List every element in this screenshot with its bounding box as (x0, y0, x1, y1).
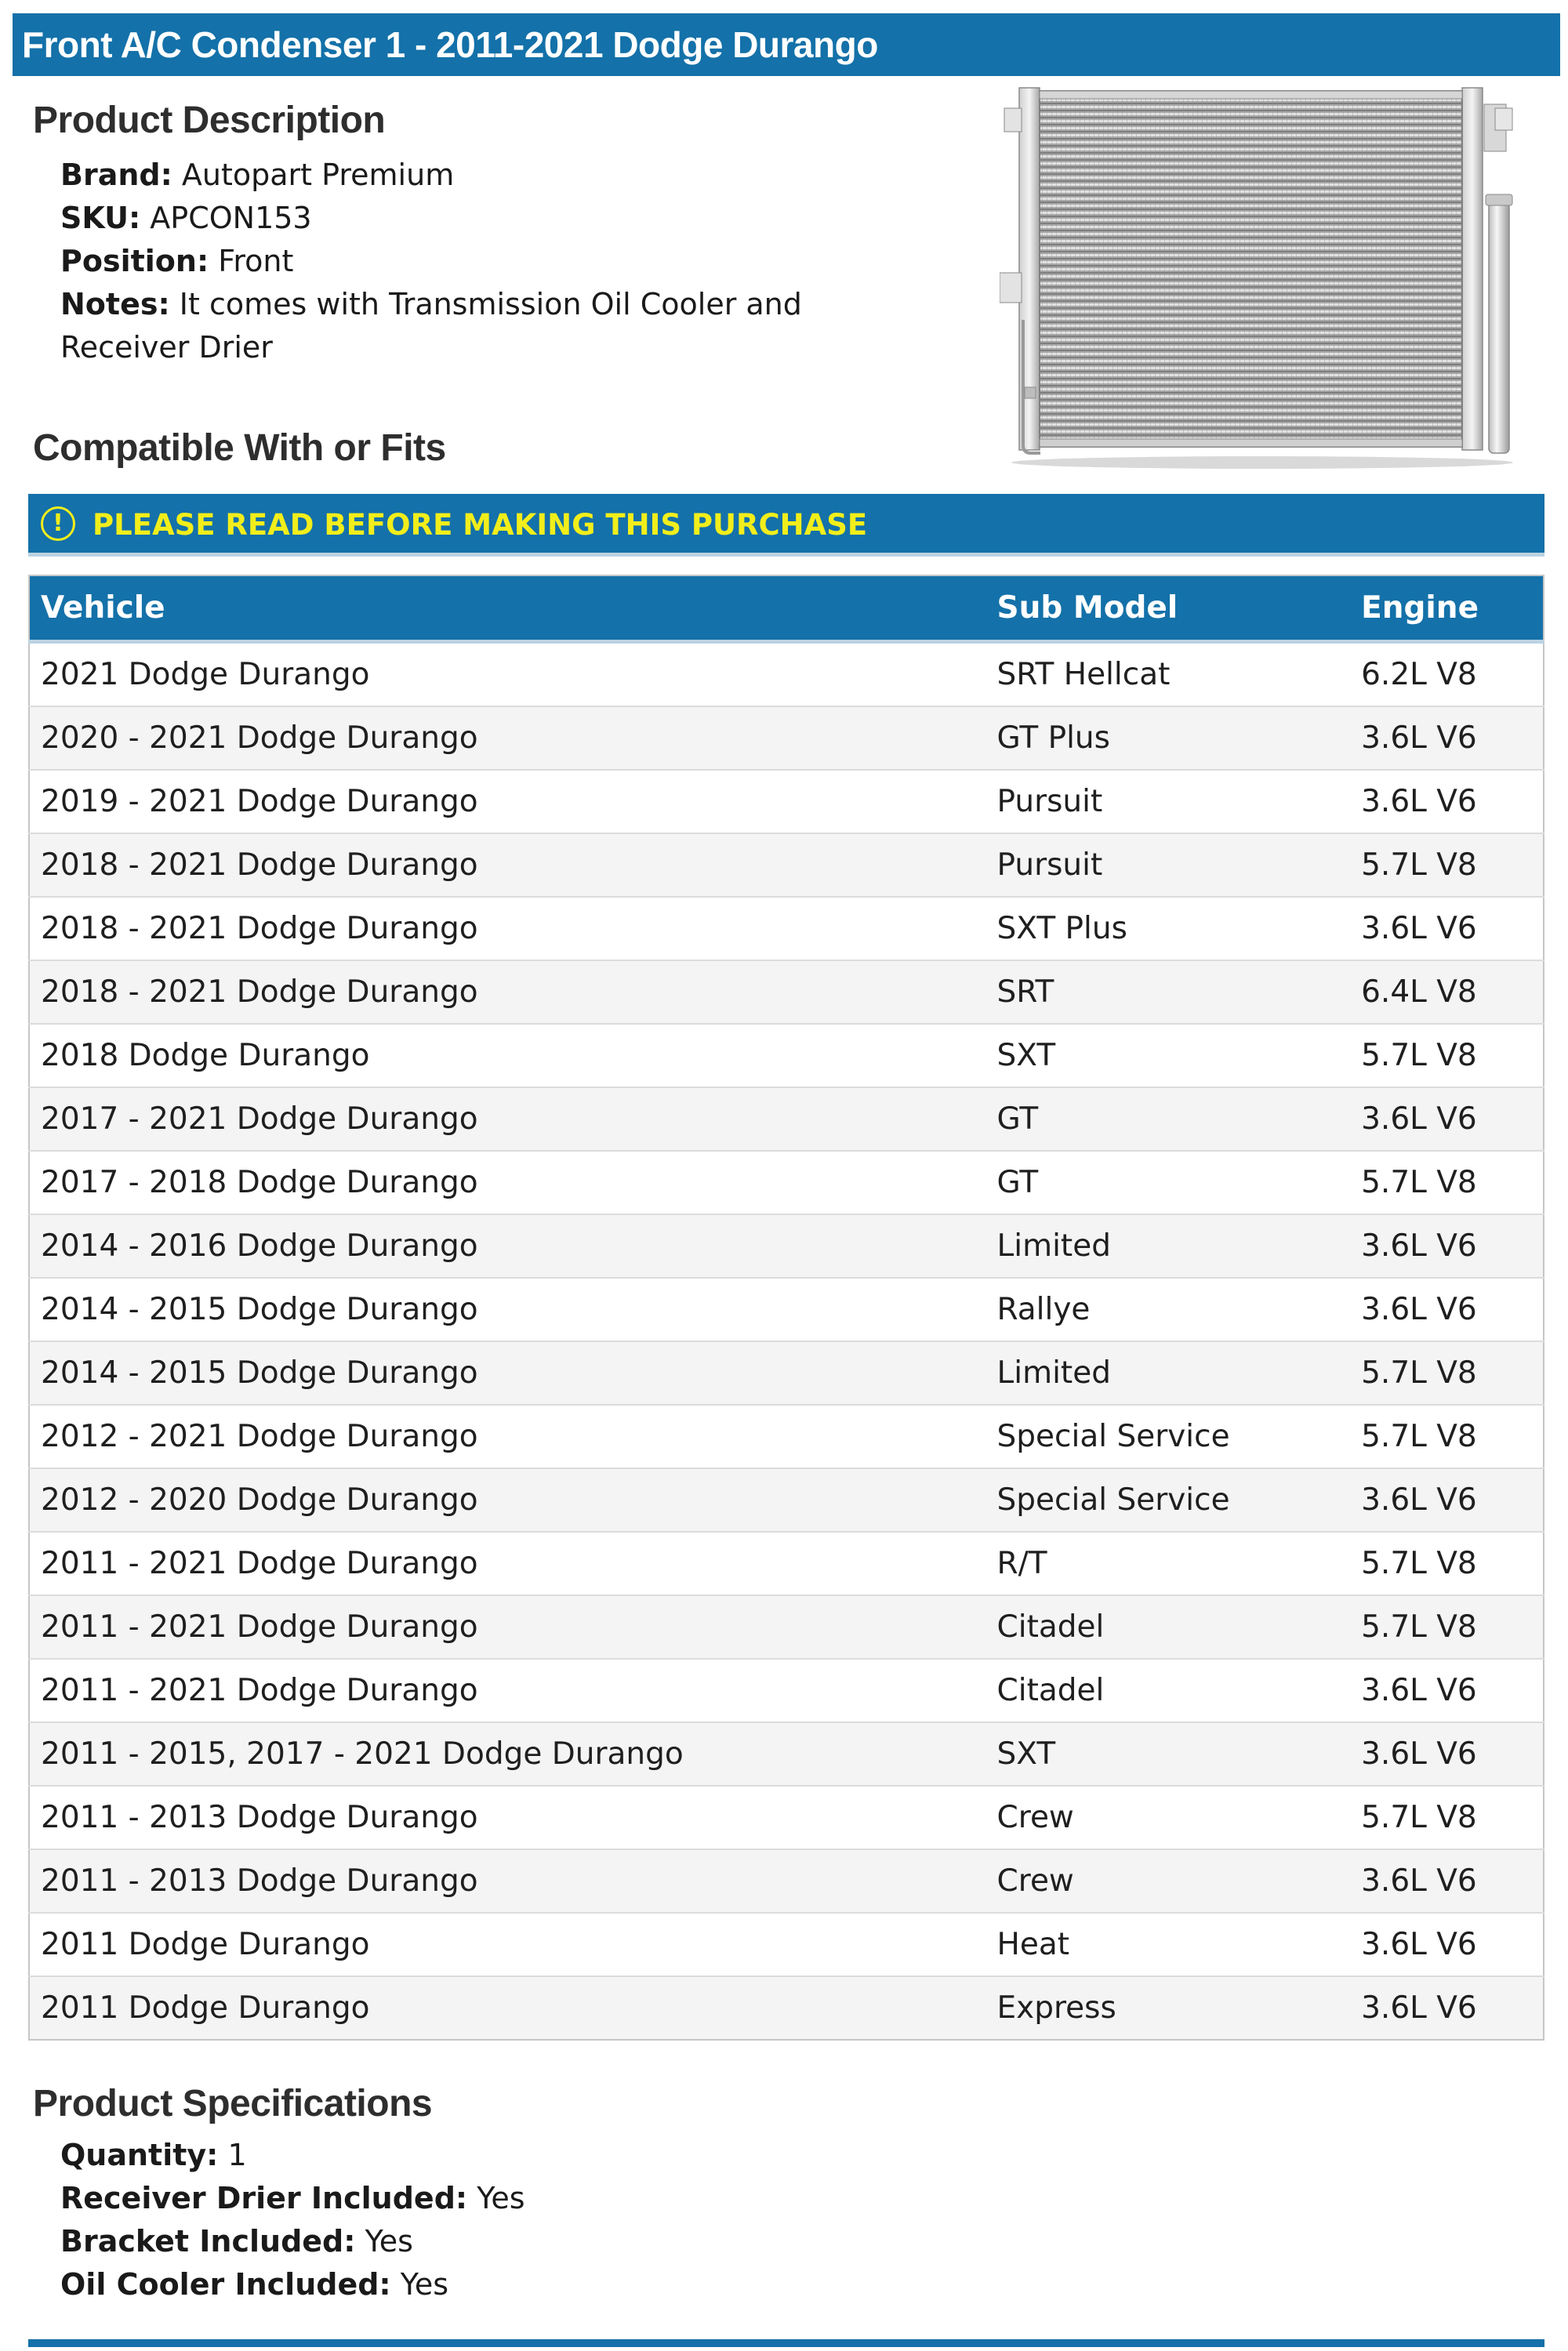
product-description-heading: Product Description (33, 100, 386, 141)
table-row (29, 1087, 1544, 1151)
table-row (29, 1468, 1544, 1532)
table-row (29, 1151, 1544, 1214)
sub-model-cell: Rallye (986, 1278, 1351, 1341)
product-description-list (60, 154, 938, 369)
oil-cooler-value: Yes (400, 2267, 449, 2302)
table-row (29, 1405, 1544, 1468)
position-value: Front (218, 244, 294, 278)
sub-model-cell: SRT (986, 960, 1351, 1024)
sub-model-cell: GT (986, 1151, 1351, 1214)
vehicle-cell: 2017 - 2021 Dodge Durango (29, 1087, 986, 1151)
sku-label: SKU: (60, 201, 141, 235)
sub-model-cell: Citadel (986, 1659, 1351, 1722)
table-row (29, 1659, 1544, 1722)
engine-cell: 3.6L V6 (1350, 1278, 1544, 1341)
table-row (29, 770, 1544, 833)
oil-cooler-row (60, 2263, 938, 2306)
engine-cell: 5.7L V8 (1350, 1024, 1544, 1087)
column-header-vehicle: Vehicle (29, 575, 986, 642)
sub-model-cell: Limited (986, 1214, 1351, 1278)
sub-model-cell: R/T (986, 1532, 1351, 1595)
sub-model-cell: Express (986, 1976, 1351, 2040)
engine-cell: 3.6L V6 (1350, 1849, 1544, 1913)
engine-cell: 3.6L V6 (1350, 1214, 1544, 1278)
product-specifications-heading: Product Specifications (33, 2083, 433, 2124)
ac-condenser-image (1000, 85, 1525, 469)
notes-row (60, 283, 938, 369)
table-row (29, 1341, 1544, 1405)
sub-model-cell: Special Service (986, 1405, 1351, 1468)
sub-model-cell: Crew (986, 1849, 1351, 1913)
bracket-label: Bracket Included: (60, 2224, 356, 2258)
vehicle-cell: 2014 - 2015 Dodge Durango (29, 1278, 986, 1341)
column-header-sub-model: Sub Model (986, 575, 1351, 642)
engine-cell: 3.6L V6 (1350, 1659, 1544, 1722)
table-row (29, 1024, 1544, 1087)
receiver-drier-row (60, 2177, 938, 2220)
vehicle-cell: 2019 - 2021 Dodge Durango (29, 770, 986, 833)
sub-model-cell: Crew (986, 1786, 1351, 1849)
vehicle-cell: 2014 - 2016 Dodge Durango (29, 1214, 986, 1278)
sub-model-cell: GT (986, 1087, 1351, 1151)
table-row (29, 1214, 1544, 1278)
table-row (29, 897, 1544, 960)
product-specifications-list (60, 2134, 938, 2306)
table-row (29, 1722, 1544, 1786)
receiver-drier-label: Receiver Drier Included: (60, 2181, 468, 2215)
vehicle-cell: 2014 - 2015 Dodge Durango (29, 1341, 986, 1405)
table-row (29, 960, 1544, 1024)
engine-cell: 3.6L V6 (1350, 1976, 1544, 2040)
engine-cell: 3.6L V6 (1350, 1087, 1544, 1151)
vehicle-cell: 2020 - 2021 Dodge Durango (29, 706, 986, 770)
engine-cell: 5.7L V8 (1350, 833, 1544, 897)
table-row (29, 1532, 1544, 1595)
engine-cell: 5.7L V8 (1350, 1595, 1544, 1659)
table-row (29, 1595, 1544, 1659)
vehicle-cell: 2011 - 2021 Dodge Durango (29, 1659, 986, 1722)
position-row (60, 240, 938, 283)
sub-model-cell: SRT Hellcat (986, 642, 1351, 707)
purchase-notice-text: PLEASE READ BEFORE MAKING THIS PURCHASE (93, 508, 868, 542)
table-row (29, 642, 1544, 707)
brand-row (60, 154, 938, 197)
notes-value: It comes with Transmission Oil Cooler and Receiver Drier (60, 287, 802, 365)
position-label: Position: (60, 244, 209, 278)
sub-model-cell: SXT (986, 1722, 1351, 1786)
bracket-value: Yes (365, 2224, 413, 2258)
vehicle-cell: 2018 Dodge Durango (29, 1024, 986, 1087)
table-row (29, 1913, 1544, 1976)
vehicle-cell: 2011 - 2021 Dodge Durango (29, 1532, 986, 1595)
exclamation-circle-icon: ! (41, 506, 75, 541)
quantity-row (60, 2134, 938, 2177)
bracket-row (60, 2220, 938, 2263)
column-header-engine: Engine (1350, 575, 1544, 642)
vehicle-cell: 2011 - 2013 Dodge Durango (29, 1849, 986, 1913)
vehicle-cell: 2018 - 2021 Dodge Durango (29, 897, 986, 960)
engine-cell: 3.6L V6 (1350, 1468, 1544, 1532)
vehicle-cell: 2011 Dodge Durango (29, 1913, 986, 1976)
vehicle-cell: 2012 - 2021 Dodge Durango (29, 1405, 986, 1468)
oil-cooler-label: Oil Cooler Included: (60, 2267, 391, 2302)
engine-cell: 3.6L V6 (1350, 706, 1544, 770)
sub-model-cell: Limited (986, 1341, 1351, 1405)
sub-model-cell: Pursuit (986, 770, 1351, 833)
quantity-label: Quantity: (60, 2138, 219, 2172)
vehicle-cell: 2011 - 2013 Dodge Durango (29, 1786, 986, 1849)
footer-divider (28, 2339, 1544, 2347)
vehicle-cell: 2011 - 2021 Dodge Durango (29, 1595, 986, 1659)
engine-cell: 5.7L V8 (1350, 1341, 1544, 1405)
notes-label: Notes: (60, 287, 170, 321)
engine-cell: 5.7L V8 (1350, 1532, 1544, 1595)
compatibility-table (28, 575, 1544, 2041)
table-header-row (29, 575, 1544, 642)
vehicle-cell: 2011 Dodge Durango (29, 1976, 986, 2040)
engine-cell: 3.6L V6 (1350, 897, 1544, 960)
receiver-drier-value: Yes (477, 2181, 525, 2215)
engine-cell: 5.7L V8 (1350, 1405, 1544, 1468)
sku-row (60, 197, 938, 240)
table-row (29, 833, 1544, 897)
engine-cell: 6.4L V8 (1350, 960, 1544, 1024)
sub-model-cell: SXT Plus (986, 897, 1351, 960)
vehicle-cell: 2011 - 2015, 2017 - 2021 Dodge Durango (29, 1722, 986, 1786)
engine-cell: 5.7L V8 (1350, 1786, 1544, 1849)
compatible-heading: Compatible With or Fits (33, 427, 446, 469)
table-row (29, 1278, 1544, 1341)
sub-model-cell: Heat (986, 1913, 1351, 1976)
sub-model-cell: Citadel (986, 1595, 1351, 1659)
engine-cell: 6.2L V8 (1350, 642, 1544, 707)
vehicle-cell: 2012 - 2020 Dodge Durango (29, 1468, 986, 1532)
vehicle-cell: 2021 Dodge Durango (29, 642, 986, 707)
quantity-value: 1 (227, 2138, 247, 2172)
page-title: Front A/C Condenser 1 - 2011-2021 Dodge Durango (13, 13, 1560, 76)
sub-model-cell: Special Service (986, 1468, 1351, 1532)
table-row (29, 1786, 1544, 1849)
sub-model-cell: Pursuit (986, 833, 1351, 897)
brand-label: Brand: (60, 158, 172, 192)
brand-value: Autopart Premium (181, 158, 455, 192)
table-row (29, 1849, 1544, 1913)
engine-cell: 5.7L V8 (1350, 1151, 1544, 1214)
table-row (29, 706, 1544, 770)
vehicle-cell: 2018 - 2021 Dodge Durango (29, 833, 986, 897)
engine-cell: 3.6L V6 (1350, 1722, 1544, 1786)
engine-cell: 3.6L V6 (1350, 1913, 1544, 1976)
vehicle-cell: 2018 - 2021 Dodge Durango (29, 960, 986, 1024)
vehicle-cell: 2017 - 2018 Dodge Durango (29, 1151, 986, 1214)
engine-cell: 3.6L V6 (1350, 770, 1544, 833)
purchase-notice-banner (28, 494, 1544, 557)
sku-value: APCON153 (150, 201, 312, 235)
compatibility-table-body (29, 642, 1544, 2041)
sub-model-cell: SXT (986, 1024, 1351, 1087)
table-row (29, 1976, 1544, 2040)
sub-model-cell: GT Plus (986, 706, 1351, 770)
